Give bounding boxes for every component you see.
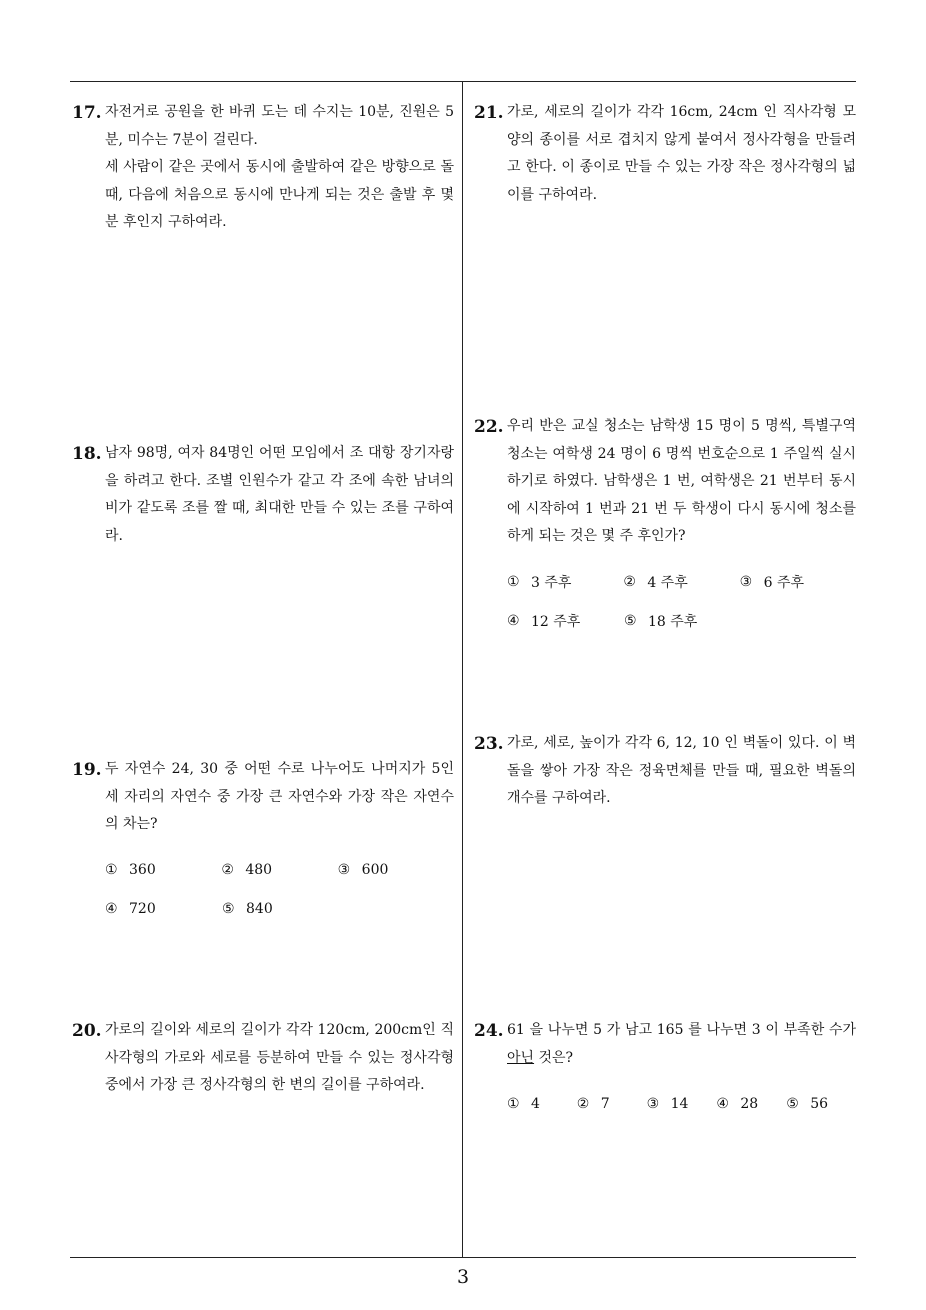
choice-2[interactable] — [221, 862, 337, 878]
choice-row — [507, 1084, 856, 1123]
question-18 — [72, 440, 454, 550]
question-20 — [72, 1017, 454, 1100]
choice-3[interactable] — [338, 862, 454, 878]
choice-value: 720 — [129, 901, 156, 917]
choice-1[interactable] — [105, 862, 221, 878]
question-number: 24. — [474, 1021, 504, 1041]
question-17 — [72, 99, 454, 237]
choice-row — [105, 851, 454, 890]
choice-value: 7 — [600, 1095, 610, 1112]
answer-choices — [105, 851, 454, 929]
choice-1[interactable] — [507, 572, 623, 592]
choice-marker: ① — [507, 1095, 520, 1112]
choice-value: 12 주후 — [531, 614, 581, 630]
question-23 — [474, 730, 856, 813]
question-number: 17. — [72, 103, 102, 123]
question-number: 20. — [72, 1021, 102, 1041]
question-text: 가로의 길이와 세로의 길이가 각각 120cm, 200cm인 직사각형의 가로와 세로를 등분하여 만들 수 있는 정사각형 중에서 가장 큰 정사각형의 한 변의 길이를 구하여라. — [105, 1022, 454, 1093]
question-24 — [474, 1017, 856, 1123]
question-text: 두 자연수 24, 30 중 어떤 수로 나누어도 나머지가 5인 세 자리의 자연수 중 가장 큰 자연수와 가장 작은 자연수의 차는? — [105, 761, 454, 832]
choice-value: 14 — [670, 1095, 689, 1112]
choice-marker: ③ — [337, 862, 351, 878]
answer-choices — [507, 1084, 856, 1123]
choice-row — [105, 890, 454, 929]
choice-5[interactable] — [222, 901, 339, 917]
choice-row — [507, 563, 856, 602]
choice-2[interactable] — [623, 572, 739, 592]
choice-marker: ③ — [739, 574, 753, 590]
choice-4[interactable] — [507, 611, 624, 631]
choice-marker: ① — [105, 862, 118, 878]
question-number: 22. — [474, 417, 504, 437]
choice-2[interactable] — [577, 1096, 647, 1112]
choice-marker: ⑤ — [222, 901, 235, 917]
answer-choices — [507, 563, 856, 641]
question-text: 남자 98명, 여자 84명인 어떤 모임에서 조 대항 장기자랑을 하려고 한다. 조별 인원수가 같고 각 조에 속한 남녀의 비가 같도록 조를 짤 때, 최대한 만들 수 있는 조를 구하여라. — [105, 445, 454, 544]
choice-marker: ① — [507, 574, 520, 590]
question-number: 19. — [72, 760, 102, 780]
choice-value: 360 — [129, 862, 156, 878]
question-19 — [72, 756, 454, 929]
choice-marker: ② — [221, 862, 234, 878]
choice-value: 56 — [810, 1095, 829, 1112]
choice-4[interactable] — [105, 901, 222, 917]
choice-1[interactable] — [507, 1096, 577, 1112]
choice-3[interactable] — [647, 1096, 717, 1112]
question-number: 21. — [474, 103, 504, 123]
question-text-part: 61 을 나누면 5 가 남고 165 를 나누면 3 이 부족한 수가 — [507, 1022, 856, 1038]
choice-value: 4 — [531, 1095, 540, 1112]
question-text: 가로, 세로의 길이가 각각 16cm, 24cm 인 직사각형 모양의 종이를 서로 겹치지 않게 붙여서 정사각형을 만들려고 한다. 이 종이로 만들 수 있는 가장 작은 정사각형의 넓이를 구하여라. — [507, 104, 856, 203]
question-number: 23. — [474, 734, 504, 754]
choice-3[interactable] — [740, 572, 856, 592]
question-number: 18. — [72, 444, 102, 464]
choice-value: 480 — [245, 862, 273, 878]
choice-marker: ③ — [646, 1095, 660, 1112]
choice-value: 840 — [246, 901, 273, 917]
choice-marker: ② — [576, 1095, 590, 1112]
question-text — [507, 1017, 856, 1072]
choice-marker: ⑤ — [786, 1095, 799, 1112]
choice-value: 3 주후 — [531, 575, 572, 591]
choice-value: 18 주후 — [648, 614, 698, 630]
question-text-part: 것은? — [534, 1049, 574, 1066]
choice-value: 600 — [361, 862, 389, 878]
choice-value: 6 주후 — [763, 575, 805, 591]
question-line: 자전거로 공원을 한 바퀴 도는 데 수지는 10분, 진원은 5분, 미수는 7분이 걸린다. — [105, 104, 454, 148]
choice-marker: ④ — [716, 1095, 729, 1112]
question-text: 가로, 세로, 높이가 각각 6, 12, 10 인 벽돌이 있다. 이 벽돌을 쌓아 가장 작은 정육면체를 만들 때, 필요한 벽돌의 개수를 구하여라. — [507, 735, 856, 806]
choice-marker: ④ — [105, 901, 118, 917]
question-text — [105, 99, 454, 237]
question-text: 우리 반은 교실 청소는 남학생 15 명이 5 명씩, 특별구역 청소는 여학생 24 명이 6 명씩 번호순으로 1 주일씩 실시하기로 하였다. 남학생은 1 번, 여학생은 21 번부터 동시에 시작하여 1 번과 21 번 두 학생이 다시 동시에 청소를 하게 되는 것은 몇 주 후인가? — [507, 418, 856, 544]
underlined-word: 아닌 — [507, 1049, 535, 1066]
question-21 — [474, 99, 856, 209]
question-line: 세 사람이 같은 곳에서 동시에 출발하여 같은 방향으로 돌 때, 다음에 처음으로 동시에 만나게 되는 것은 출발 후 몇 분 후인지 구하여라. — [105, 159, 454, 230]
choice-4[interactable] — [716, 1096, 786, 1112]
choice-value: 4 주후 — [647, 575, 688, 591]
choice-marker: ⑤ — [624, 613, 637, 629]
bottom-rule — [70, 1257, 856, 1258]
choice-marker: ④ — [507, 613, 520, 629]
top-rule — [70, 81, 856, 82]
column-divider — [462, 82, 463, 1258]
choice-5[interactable] — [786, 1096, 856, 1112]
choice-5[interactable] — [624, 611, 741, 631]
choice-marker: ② — [623, 574, 636, 590]
choice-value: 28 — [740, 1095, 759, 1112]
question-22 — [474, 413, 856, 641]
page-number: 3 — [456, 1266, 470, 1288]
choice-row — [507, 602, 856, 641]
